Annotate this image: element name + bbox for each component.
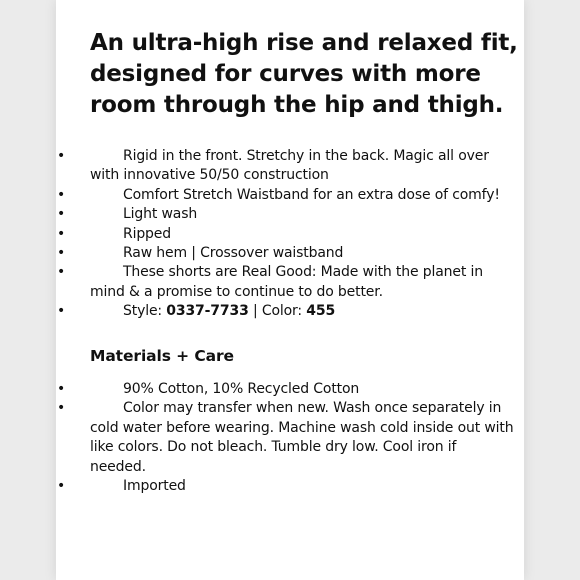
style-color-item xyxy=(57,302,515,321)
product-description-panel xyxy=(56,0,524,580)
materials-item: • Imported xyxy=(90,477,515,496)
bullet-icon: • xyxy=(57,303,66,320)
feature-list xyxy=(57,147,515,322)
bullet-icon: • xyxy=(57,264,66,281)
feature-item: • Raw hem | Crossover waistband xyxy=(90,244,515,263)
materials-list xyxy=(57,380,515,496)
style-label: Style: xyxy=(123,303,167,320)
bullet-icon: • xyxy=(57,225,66,242)
materials-item: • 90% Cotton, 10% Recycled Cotton xyxy=(90,380,515,399)
bullet-icon: • xyxy=(57,186,66,203)
product-headline: An ultra-high rise and relaxed fit, designed for curves with more room through the hip and thigh. xyxy=(90,30,518,118)
bullet-icon: • xyxy=(57,148,66,164)
feature-item: • Ripped xyxy=(90,225,515,244)
bullet-icon: • xyxy=(57,245,66,262)
feature-item: • These shorts are Real Good: Made with the planet in mind & a promise to continue to do better. xyxy=(57,264,483,300)
feature-item: • Comfort Stretch Waistband for an extra dose of comfy! xyxy=(90,186,515,205)
materials-item: • Color may transfer when new. Wash once separately in cold water before wearing. Machine wash cold inside out with like colors. Do not bleach. Tumble dry low. Cool iron if needed. xyxy=(57,400,514,475)
bullet-icon: • xyxy=(57,206,66,223)
color-label: | Color: xyxy=(248,303,307,320)
bullet-icon: • xyxy=(57,478,66,495)
bullet-icon: • xyxy=(57,400,66,417)
materials-care-heading: Materials + Care xyxy=(90,347,234,365)
feature-item: • Rigid in the front. Stretchy in the back. Magic all over with innovative 50/50 construction xyxy=(57,148,489,184)
color-number: 455 xyxy=(306,303,336,320)
style-number: 0337-7733 xyxy=(166,303,249,320)
feature-item: • Light wash xyxy=(90,205,515,224)
bullet-icon: • xyxy=(57,381,66,397)
